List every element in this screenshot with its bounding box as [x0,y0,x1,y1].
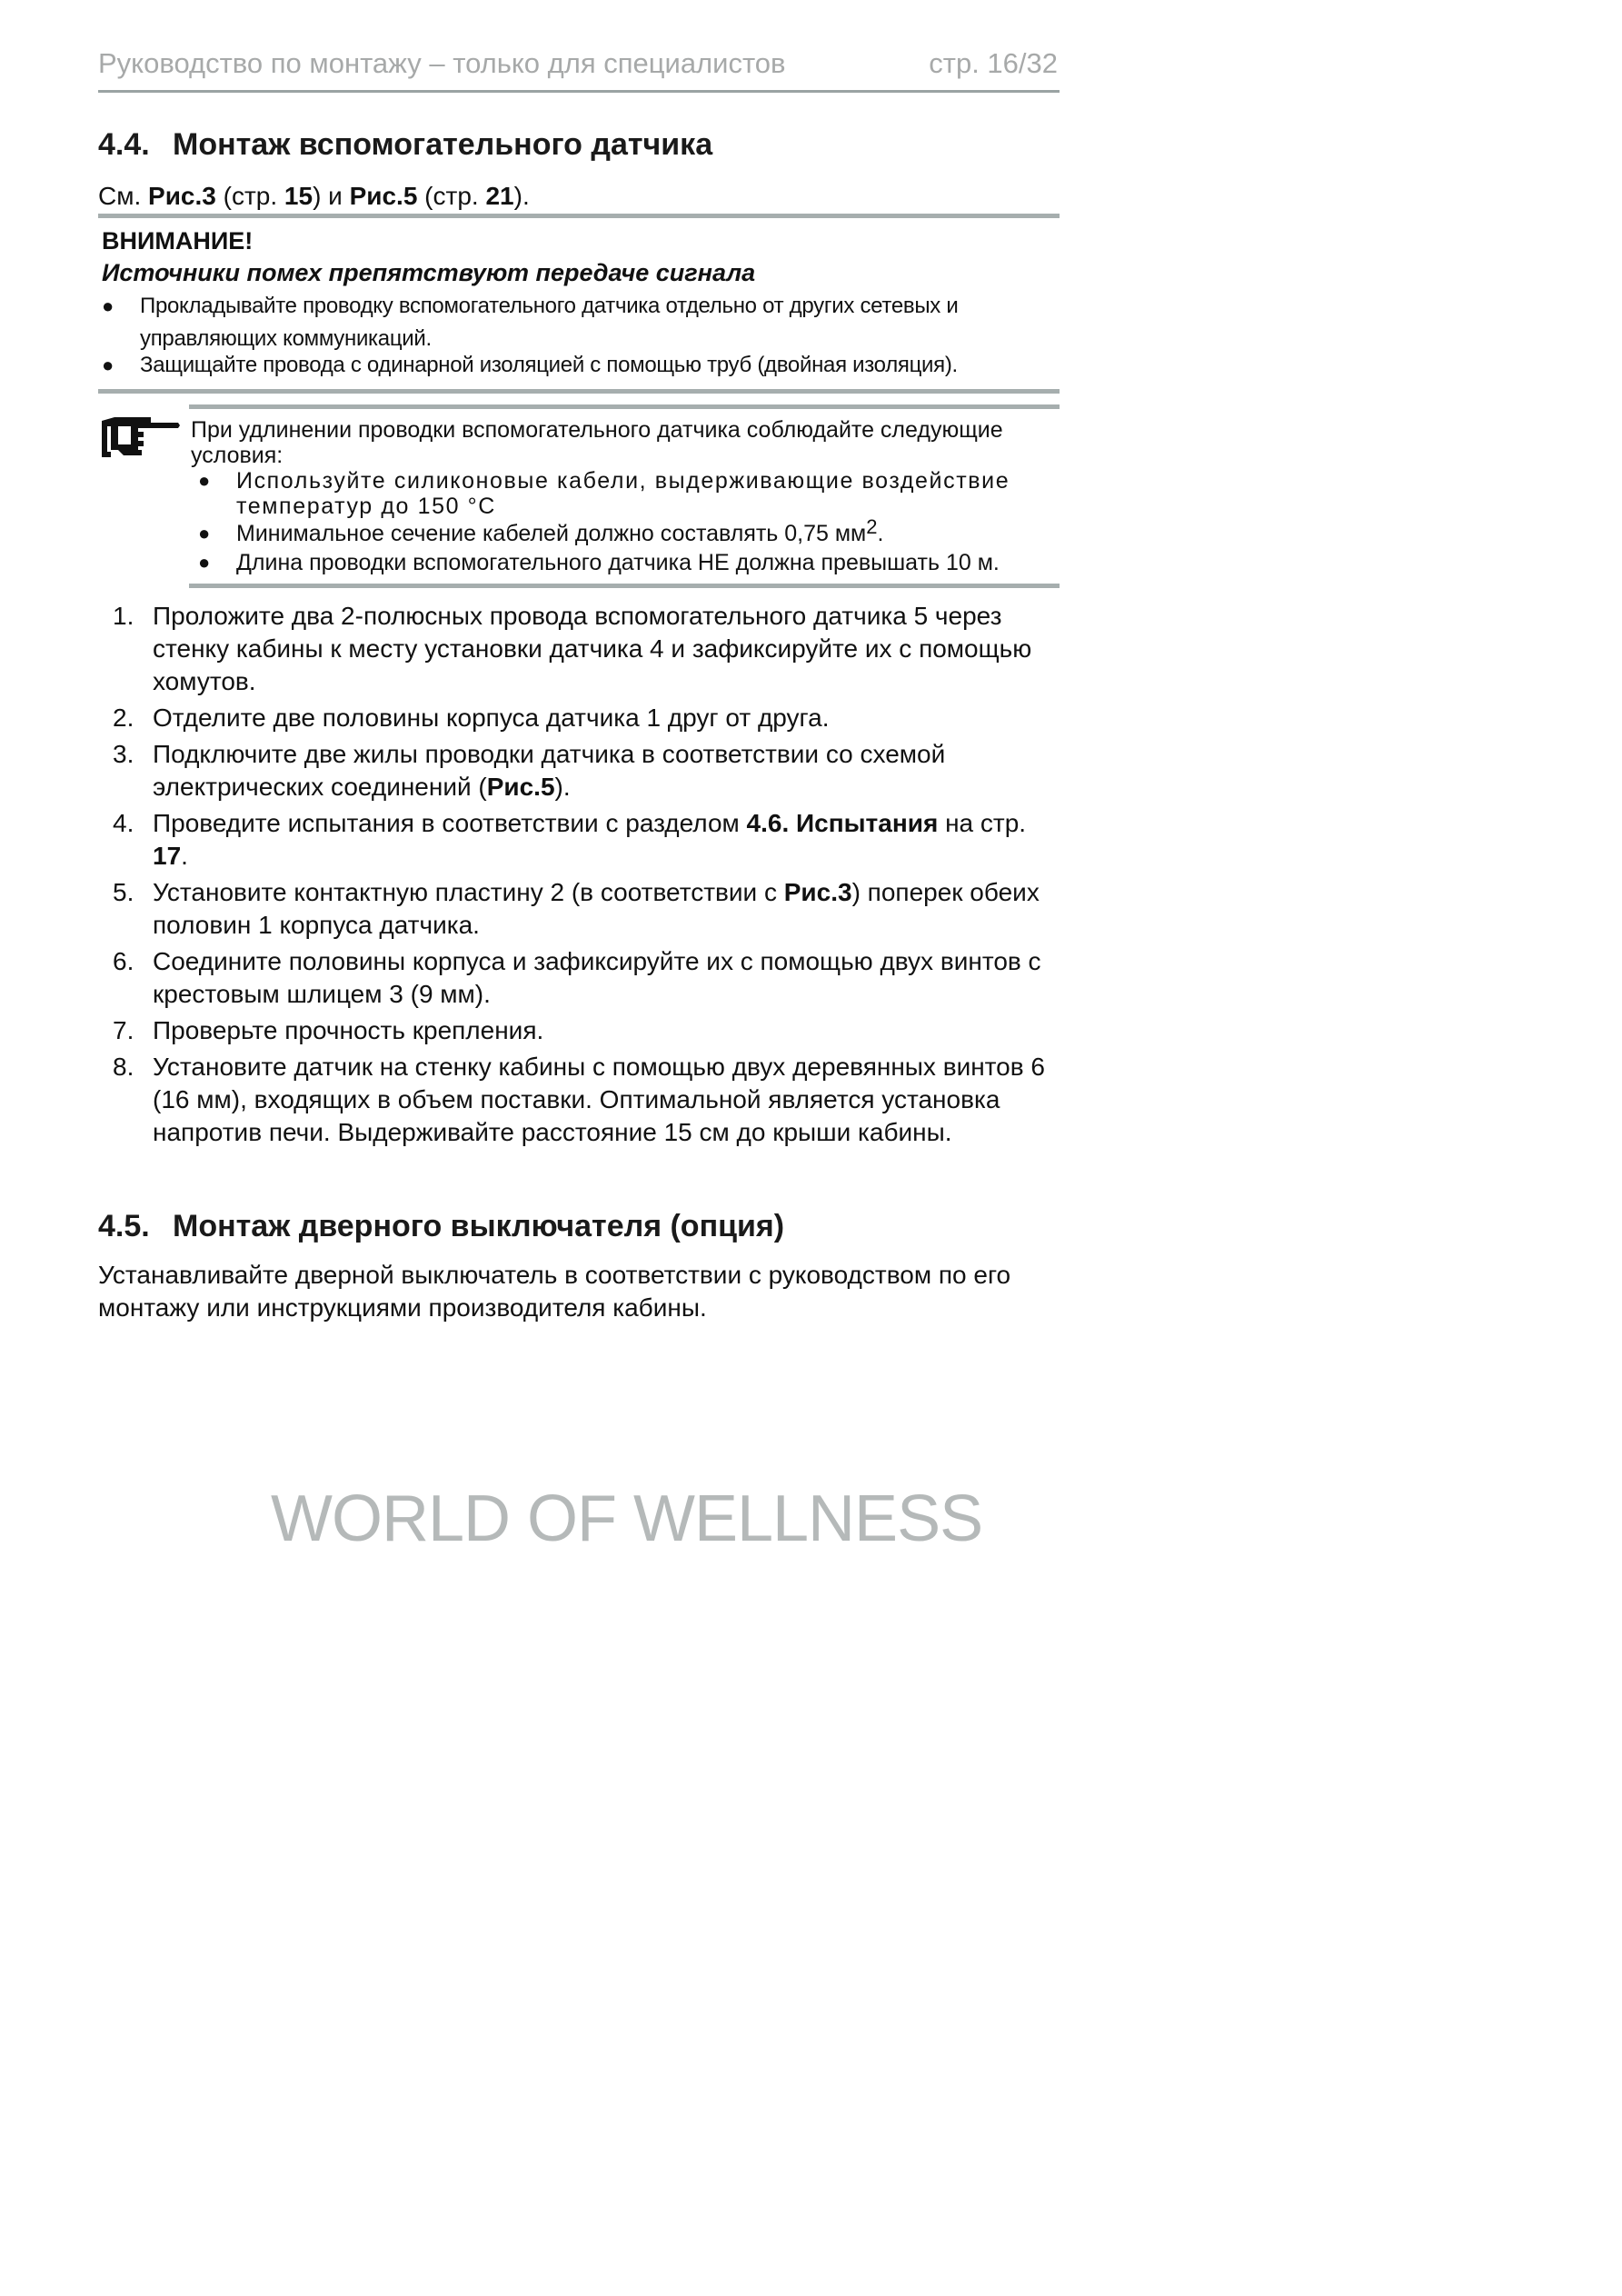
pointing-hand-icon [98,414,182,461]
running-title: Руководство по монтажу – только для специалистов [98,47,786,79]
step-text: Проложите два 2-полюсных провода вспомогательного датчика 5 через стенку кабины к месту установки датчика 4 и зафиксируйте их с помощью хомутов. [153,602,1032,695]
step-text: Отделите две половины корпуса датчика 1 друг от друга. [153,704,830,732]
step-number: 2. [113,704,134,732]
warning-title: ВНИМАНИЕ! [102,227,254,255]
note-block [98,404,1060,588]
step-text: Подключите две жилы проводки датчика в соответствии со схемой электрических соединений (Рис.5). [153,740,946,801]
step-number: 4. [113,809,134,837]
installation-steps [98,600,1060,1153]
note-bullet [191,468,1060,519]
note-bullet-text: Минимальное сечение кабелей должно составлять 0,75 $мм^2$. [236,515,884,546]
figure-5-link[interactable]: Рис.5 [486,773,555,801]
step-number: 7. [113,1016,134,1044]
warning-bullet-text: Защищайте провода с одинарной изоляцией с помощью труб (двойная изоляция). [140,353,958,377]
page-15-link[interactable]: 15 [284,182,313,210]
list-item [98,600,1060,698]
warning-bullet-text: Прокладывайте проводку вспомогательного датчика отдельно от других сетевых и управляющих коммуникаций. [140,294,959,351]
list-item [98,1051,1060,1149]
bullet-icon: ● [102,354,114,376]
page-17-link[interactable]: 17 [153,842,182,870]
bullet-icon: ● [198,522,211,544]
note-bullet-text: Используйте силиконовые кабели, выдерживающие воздействие температур до 150 °C [236,468,1010,519]
section-4-6-link[interactable]: 4.6. Испытания [746,809,939,837]
door-switch-text: Устанавливайте дверной выключатель в соответствии с руководством по его монтажу или инструкциями производителя кабины. [98,1261,1011,1322]
figure-reference-line: См. Рис.3 (стр. 15) и Рис.5 (стр. 21). [98,182,1060,218]
note-bullet [191,550,1060,575]
section-number: 4.5. [98,1209,150,1243]
list-item [98,1014,1060,1047]
note-top-rule [189,404,1060,409]
step-text: Соедините половины корпуса и зафиксируйте их с помощью двух винтов с крестовым шлицем 3 (9 мм). [153,947,1041,1008]
note-bullet [191,515,1060,546]
list-item [98,702,1060,734]
section-title: Монтаж вспомогательного датчика [173,127,713,162]
page-21-link[interactable]: 21 [485,182,514,210]
note-intro: При удлинении проводки вспомогательного датчика соблюдайте следующие условия: [191,417,1003,468]
note-bullet-text: Длина проводки вспомогательного датчика НЕ должна превышать 10 м. [236,550,1000,575]
warning-bullet [98,349,1060,382]
figure-5-link[interactable]: Рис.5 [349,182,418,210]
section-title: Монтаж дверного выключателя (опция) [173,1209,785,1243]
note-bottom-rule [189,584,1060,588]
step-text: Установите контактную пластину 2 (в соответствии с Рис.3) поперек обеих половин 1 корпуса датчика. [153,878,1040,939]
figure-3-link[interactable]: Рис.3 [783,878,852,906]
step-text: Проведите испытания в соответствии с разделом 4.6. Испытания на стр. 17. [153,809,1027,870]
step-text: Проверьте прочность крепления. [153,1016,544,1044]
list-item [98,738,1060,804]
step-number: 3. [113,740,134,768]
bullet-icon: ● [198,551,211,574]
section-number: 4.4. [98,127,150,162]
list-item [98,807,1060,873]
step-number: 5. [113,878,134,906]
warning-subtitle: Источники помех препятствуют передаче сигнала [102,259,756,286]
step-number: 1. [113,602,134,630]
page-header [98,47,1060,93]
page-number: стр. 16/32 [929,47,1058,79]
section-heading-4-5 [98,1209,784,1244]
warning-bullet [98,290,1060,355]
bullet-icon: ● [198,469,211,492]
step-number: 6. [113,947,134,975]
bullet-icon: ● [102,294,114,317]
section-heading-4-4 [98,127,712,163]
figure-3-link[interactable]: Рис.3 [148,182,216,210]
step-text: Установите датчик на стенку кабины с помощью двух деревянных винтов 6 (16 мм), входящих в объем поставки. Оптимальной является установка напротив печи. Выдерживайте расстояние 15 см до крыши кабины. [153,1053,1045,1146]
list-item [98,945,1060,1011]
list-item [98,876,1060,942]
step-number: 8. [113,1053,134,1081]
watermark: WORLD OF WELLNESS [271,1482,983,1555]
warning-block [98,225,1060,394]
